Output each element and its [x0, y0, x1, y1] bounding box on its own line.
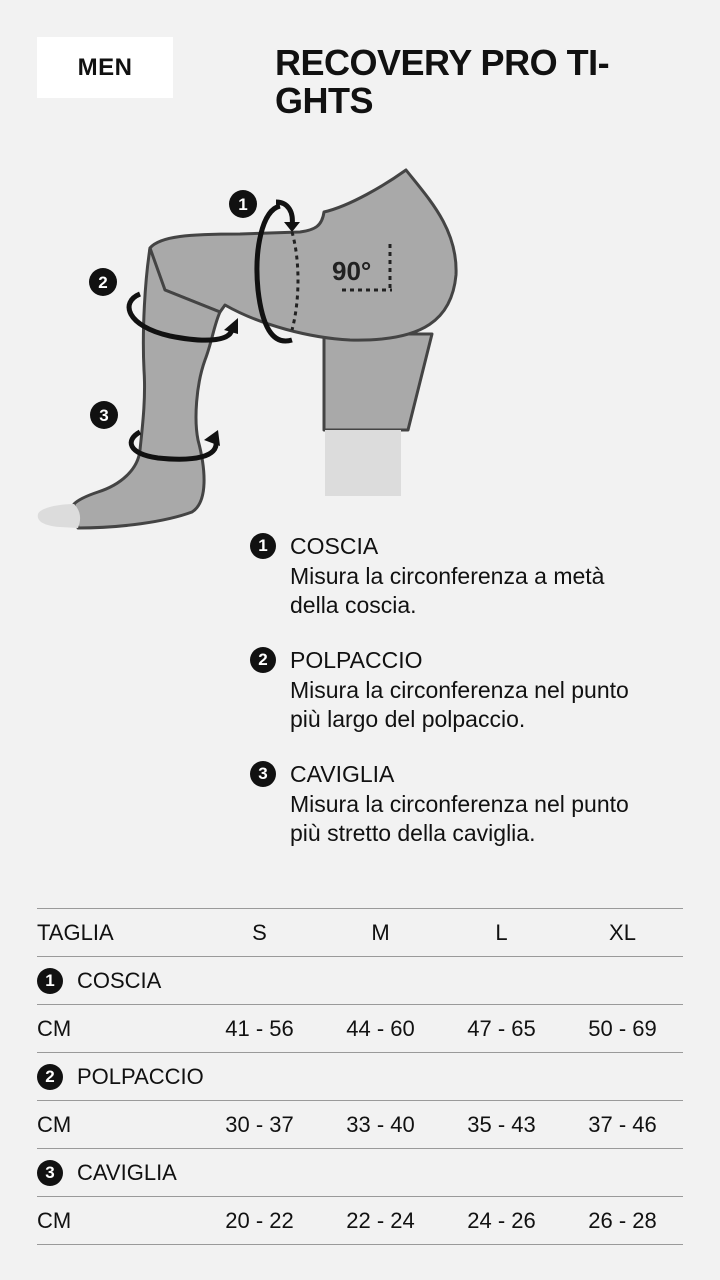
legend-desc-line: più stretto della caviglia.	[290, 820, 536, 846]
legend-desc-line: Misura la circonferenza nel punto	[290, 791, 629, 817]
group-name: CAVIGLIA	[77, 1159, 177, 1185]
value-cell: 20 - 22	[199, 1197, 320, 1245]
value-cell: 44 - 60	[320, 1005, 441, 1053]
number-1-icon: 1	[37, 968, 63, 994]
table-group-row	[37, 1149, 683, 1197]
toe-shape	[38, 504, 80, 528]
table-row	[37, 1197, 683, 1245]
table-group-row	[37, 1053, 683, 1101]
size-chart-table	[37, 908, 683, 1245]
angle-label: 90°	[332, 256, 372, 286]
group-name: COSCIA	[77, 967, 162, 993]
value-cell: 22 - 24	[320, 1197, 441, 1245]
table-header-row	[37, 909, 683, 957]
leg-measurement-illustration	[0, 0, 720, 560]
header-size: S	[199, 909, 320, 957]
unit-cell: CM	[37, 1101, 199, 1149]
table-row	[37, 1005, 683, 1053]
legend-ankle	[250, 760, 700, 848]
marker-2-text: 2	[98, 273, 108, 292]
table-group-row	[37, 957, 683, 1005]
value-cell: 41 - 56	[199, 1005, 320, 1053]
number-2-icon: 2	[37, 1064, 63, 1090]
number-1-icon: 1	[250, 533, 276, 559]
unit-cell: CM	[37, 1005, 199, 1053]
legend-desc-line: Misura la circonferenza nel punto	[290, 677, 629, 703]
legend-desc-line: più largo del polpaccio.	[290, 706, 526, 732]
marker-3-text: 3	[99, 406, 109, 425]
header-size: L	[441, 909, 562, 957]
unit-cell: CM	[37, 1197, 199, 1245]
shin-shape	[324, 334, 432, 430]
legend-name: CAVIGLIA	[290, 760, 395, 787]
gender-badge: MEN	[37, 37, 173, 98]
number-2-icon: 2	[250, 647, 276, 673]
legend-name: POLPACCIO	[290, 646, 423, 673]
marker-1-text: 1	[238, 195, 248, 214]
value-cell: 26 - 28	[562, 1197, 683, 1245]
value-cell: 37 - 46	[562, 1101, 683, 1149]
title-line-1: RECOVERY PRO TI-	[275, 42, 610, 83]
value-cell: 30 - 37	[199, 1101, 320, 1149]
value-cell: 50 - 69	[562, 1005, 683, 1053]
legend-desc-line: Misura la circonferenza a metà	[290, 563, 605, 589]
legend-desc-line: della coscia.	[290, 592, 417, 618]
header-label: TAGLIA	[37, 909, 199, 957]
legend-name: COSCIA	[290, 532, 379, 559]
header-size: XL	[562, 909, 683, 957]
legend-calf	[250, 646, 700, 734]
number-3-icon: 3	[37, 1160, 63, 1186]
value-cell: 35 - 43	[441, 1101, 562, 1149]
value-cell: 47 - 65	[441, 1005, 562, 1053]
title-line-2: GHTS	[275, 80, 374, 121]
value-cell: 24 - 26	[441, 1197, 562, 1245]
legend-thigh	[250, 532, 700, 620]
bare-ankle-shape	[325, 430, 401, 496]
group-name: POLPACCIO	[77, 1063, 204, 1089]
table-row	[37, 1101, 683, 1149]
header-size: M	[320, 909, 441, 957]
number-3-icon: 3	[250, 761, 276, 787]
value-cell: 33 - 40	[320, 1101, 441, 1149]
